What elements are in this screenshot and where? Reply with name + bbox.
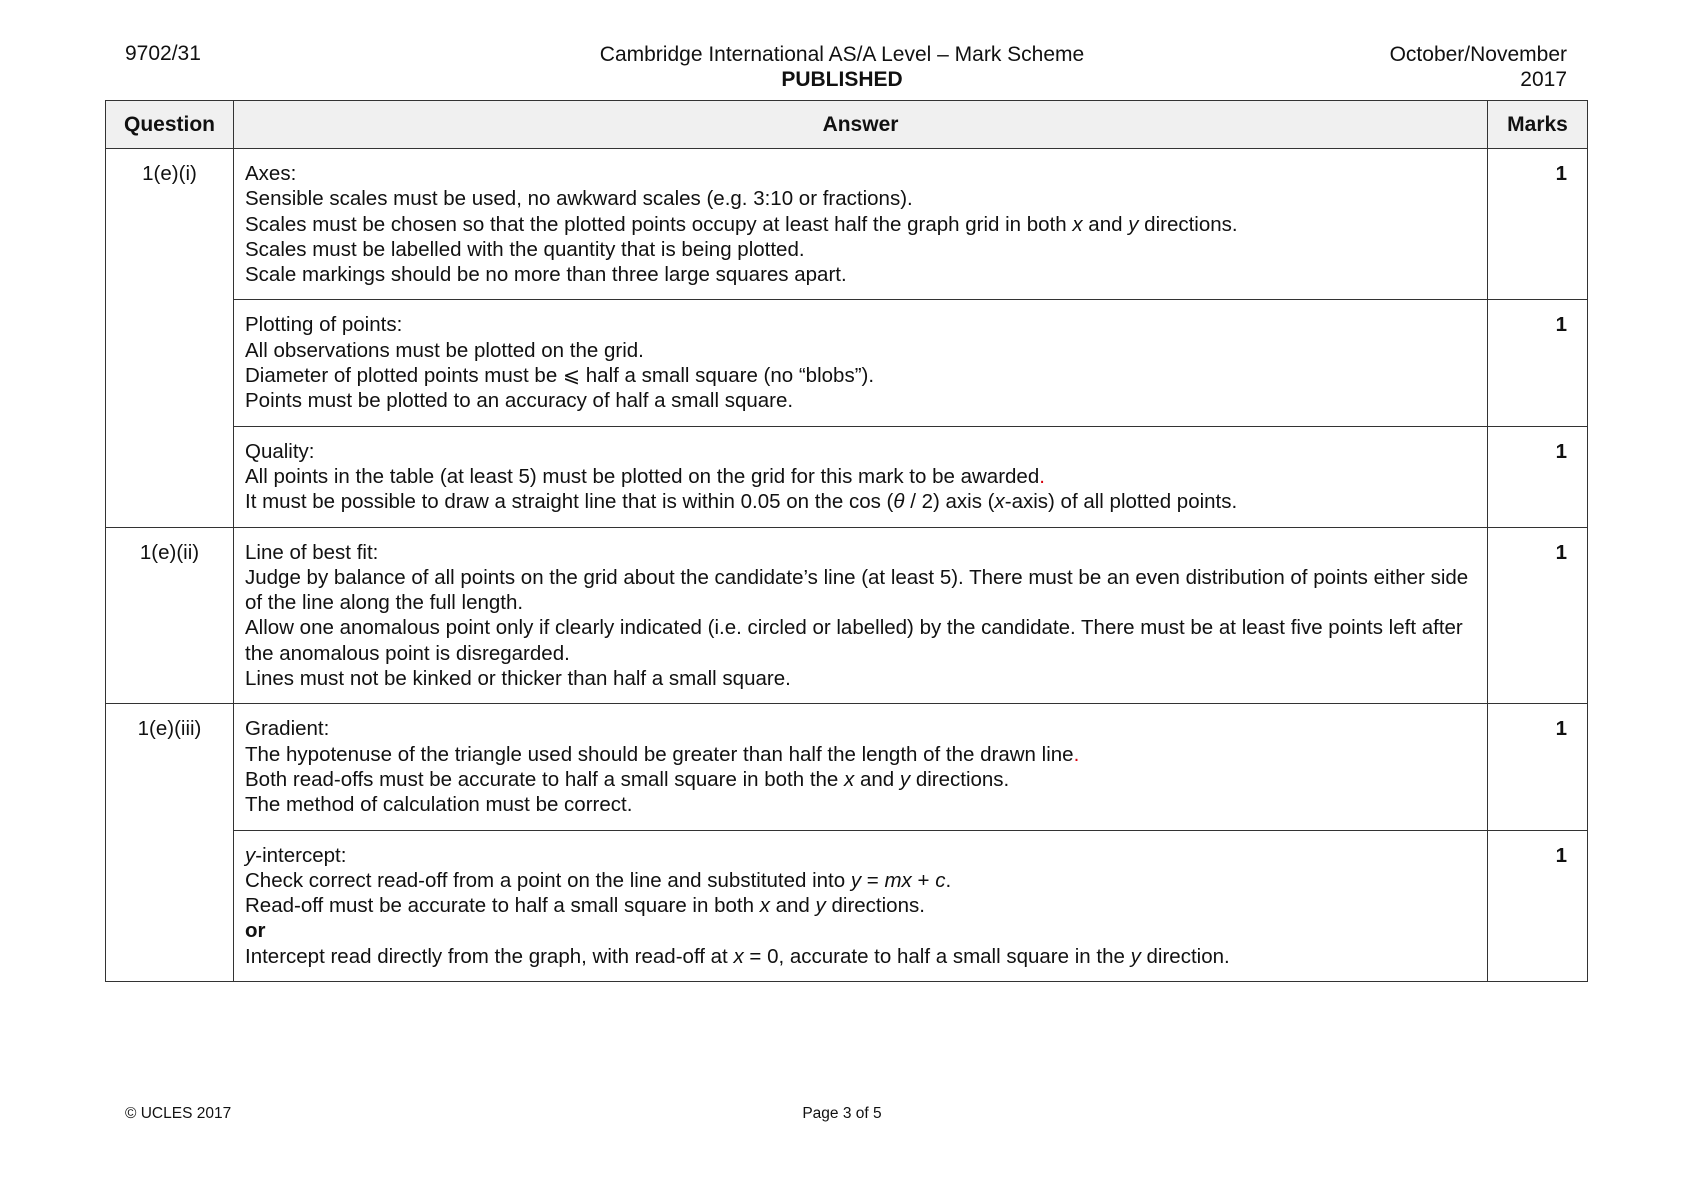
table-row bbox=[106, 426, 1588, 527]
copyright-notice: © UCLES 2017 bbox=[125, 1105, 232, 1122]
document-title: Cambridge International AS/A Level – Mark Scheme bbox=[599, 43, 1085, 66]
marks-cell: 1 bbox=[1488, 527, 1588, 704]
answer-line: Read-off must be accurate to half a small square in both x and y directions. bbox=[245, 894, 925, 918]
column-header-answer: Answer bbox=[234, 101, 1488, 149]
answer-line: Intercept read directly from the graph, with read-off at x = 0, accurate to half a small square in the y direction. bbox=[245, 944, 1230, 968]
answer-line: Sensible scales must be used, no awkward scales (e.g. 3:10 or fractions). bbox=[245, 187, 913, 211]
marks-cell: 1 bbox=[1488, 300, 1588, 426]
question-cell: 1(e)(i) bbox=[106, 149, 234, 528]
mark-scheme-table bbox=[105, 100, 1588, 982]
page-number: Page 3 of 5 bbox=[802, 1105, 882, 1122]
session-label: October/November bbox=[1389, 43, 1567, 66]
answer-line: Scales must be labelled with the quantity that is being plotted. bbox=[245, 237, 805, 261]
answer-line: Check correct read-off from a point on the line and substituted into y = mx + c. bbox=[245, 868, 952, 892]
answer-line: Scale markings should be no more than three large squares apart. bbox=[245, 263, 847, 287]
answer-cell bbox=[234, 527, 1488, 704]
answer-cell bbox=[234, 426, 1488, 527]
criterion-heading: Gradient: bbox=[245, 717, 330, 741]
criterion-heading: Quality: bbox=[245, 439, 315, 463]
published-label: PUBLISHED bbox=[781, 68, 903, 91]
criterion-heading: Axes: bbox=[245, 162, 297, 185]
answer-line: Points must be plotted to an accuracy of half a small square. bbox=[245, 389, 794, 413]
table-row bbox=[106, 300, 1588, 426]
table-row bbox=[106, 149, 1588, 300]
column-header-question: Question bbox=[106, 101, 234, 149]
answer-cell bbox=[234, 704, 1488, 830]
criterion-heading: Plotting of points: bbox=[245, 313, 403, 337]
question-cell: 1(e)(iii) bbox=[106, 704, 234, 982]
table-header-row bbox=[106, 101, 1588, 149]
answer-line: Diameter of plotted points must be ⩽ half a small square (no “blobs”). bbox=[245, 364, 875, 388]
answer-line: Both read-offs must be accurate to half a small square in both the x and y directions. bbox=[245, 767, 1010, 791]
criterion-heading: y-intercept: bbox=[245, 843, 347, 867]
criterion-heading: Line of best fit: bbox=[245, 540, 379, 564]
marks-cell: 1 bbox=[1488, 704, 1588, 830]
answer-cell bbox=[234, 830, 1488, 981]
session-block bbox=[1390, 42, 1567, 92]
answer-line: Allow one anomalous point only if clearly indicated (i.e. circled or labelled) by the candidate. There must be at least five points left after the anomalous point is disregarded. bbox=[245, 616, 1463, 665]
answer-line: Lines must not be kinked or thicker than half a small square. bbox=[245, 667, 791, 691]
answer-line: Scales must be chosen so that the plotted points occupy at least half the graph grid in both x and y directions. bbox=[245, 212, 1238, 236]
or-separator: or bbox=[245, 919, 266, 943]
column-header-marks: Marks bbox=[1488, 101, 1588, 149]
marks-cell: 1 bbox=[1488, 149, 1588, 300]
table-row bbox=[106, 830, 1588, 981]
table-row bbox=[106, 704, 1588, 830]
paper-code: 9702/31 bbox=[125, 42, 201, 65]
marks-cell: 1 bbox=[1488, 830, 1588, 981]
answer-line: It must be possible to draw a straight line that is within 0.05 on the cos (θ / 2) axis (x-axis) of all plotted points. bbox=[245, 490, 1238, 514]
table-row bbox=[106, 527, 1588, 704]
session-year: 2017 bbox=[1520, 68, 1567, 91]
answer-line: All points in the table (at least 5) must be plotted on the grid for this mark to be awarded. bbox=[245, 464, 1045, 488]
marks-cell: 1 bbox=[1488, 426, 1588, 527]
answer-line: The method of calculation must be correct. bbox=[245, 793, 633, 817]
answer-line: The hypotenuse of the triangle used should be greater than half the length of the drawn line. bbox=[245, 742, 1080, 766]
answer-line: All observations must be plotted on the grid. bbox=[245, 338, 644, 362]
answer-line: Judge by balance of all points on the grid about the candidate’s line (at least 5). There must be an even distribution of points either side of the line along the full length. bbox=[245, 565, 1469, 615]
answer-cell bbox=[234, 300, 1488, 426]
answer-cell bbox=[234, 149, 1488, 300]
question-cell: 1(e)(ii) bbox=[106, 527, 234, 704]
